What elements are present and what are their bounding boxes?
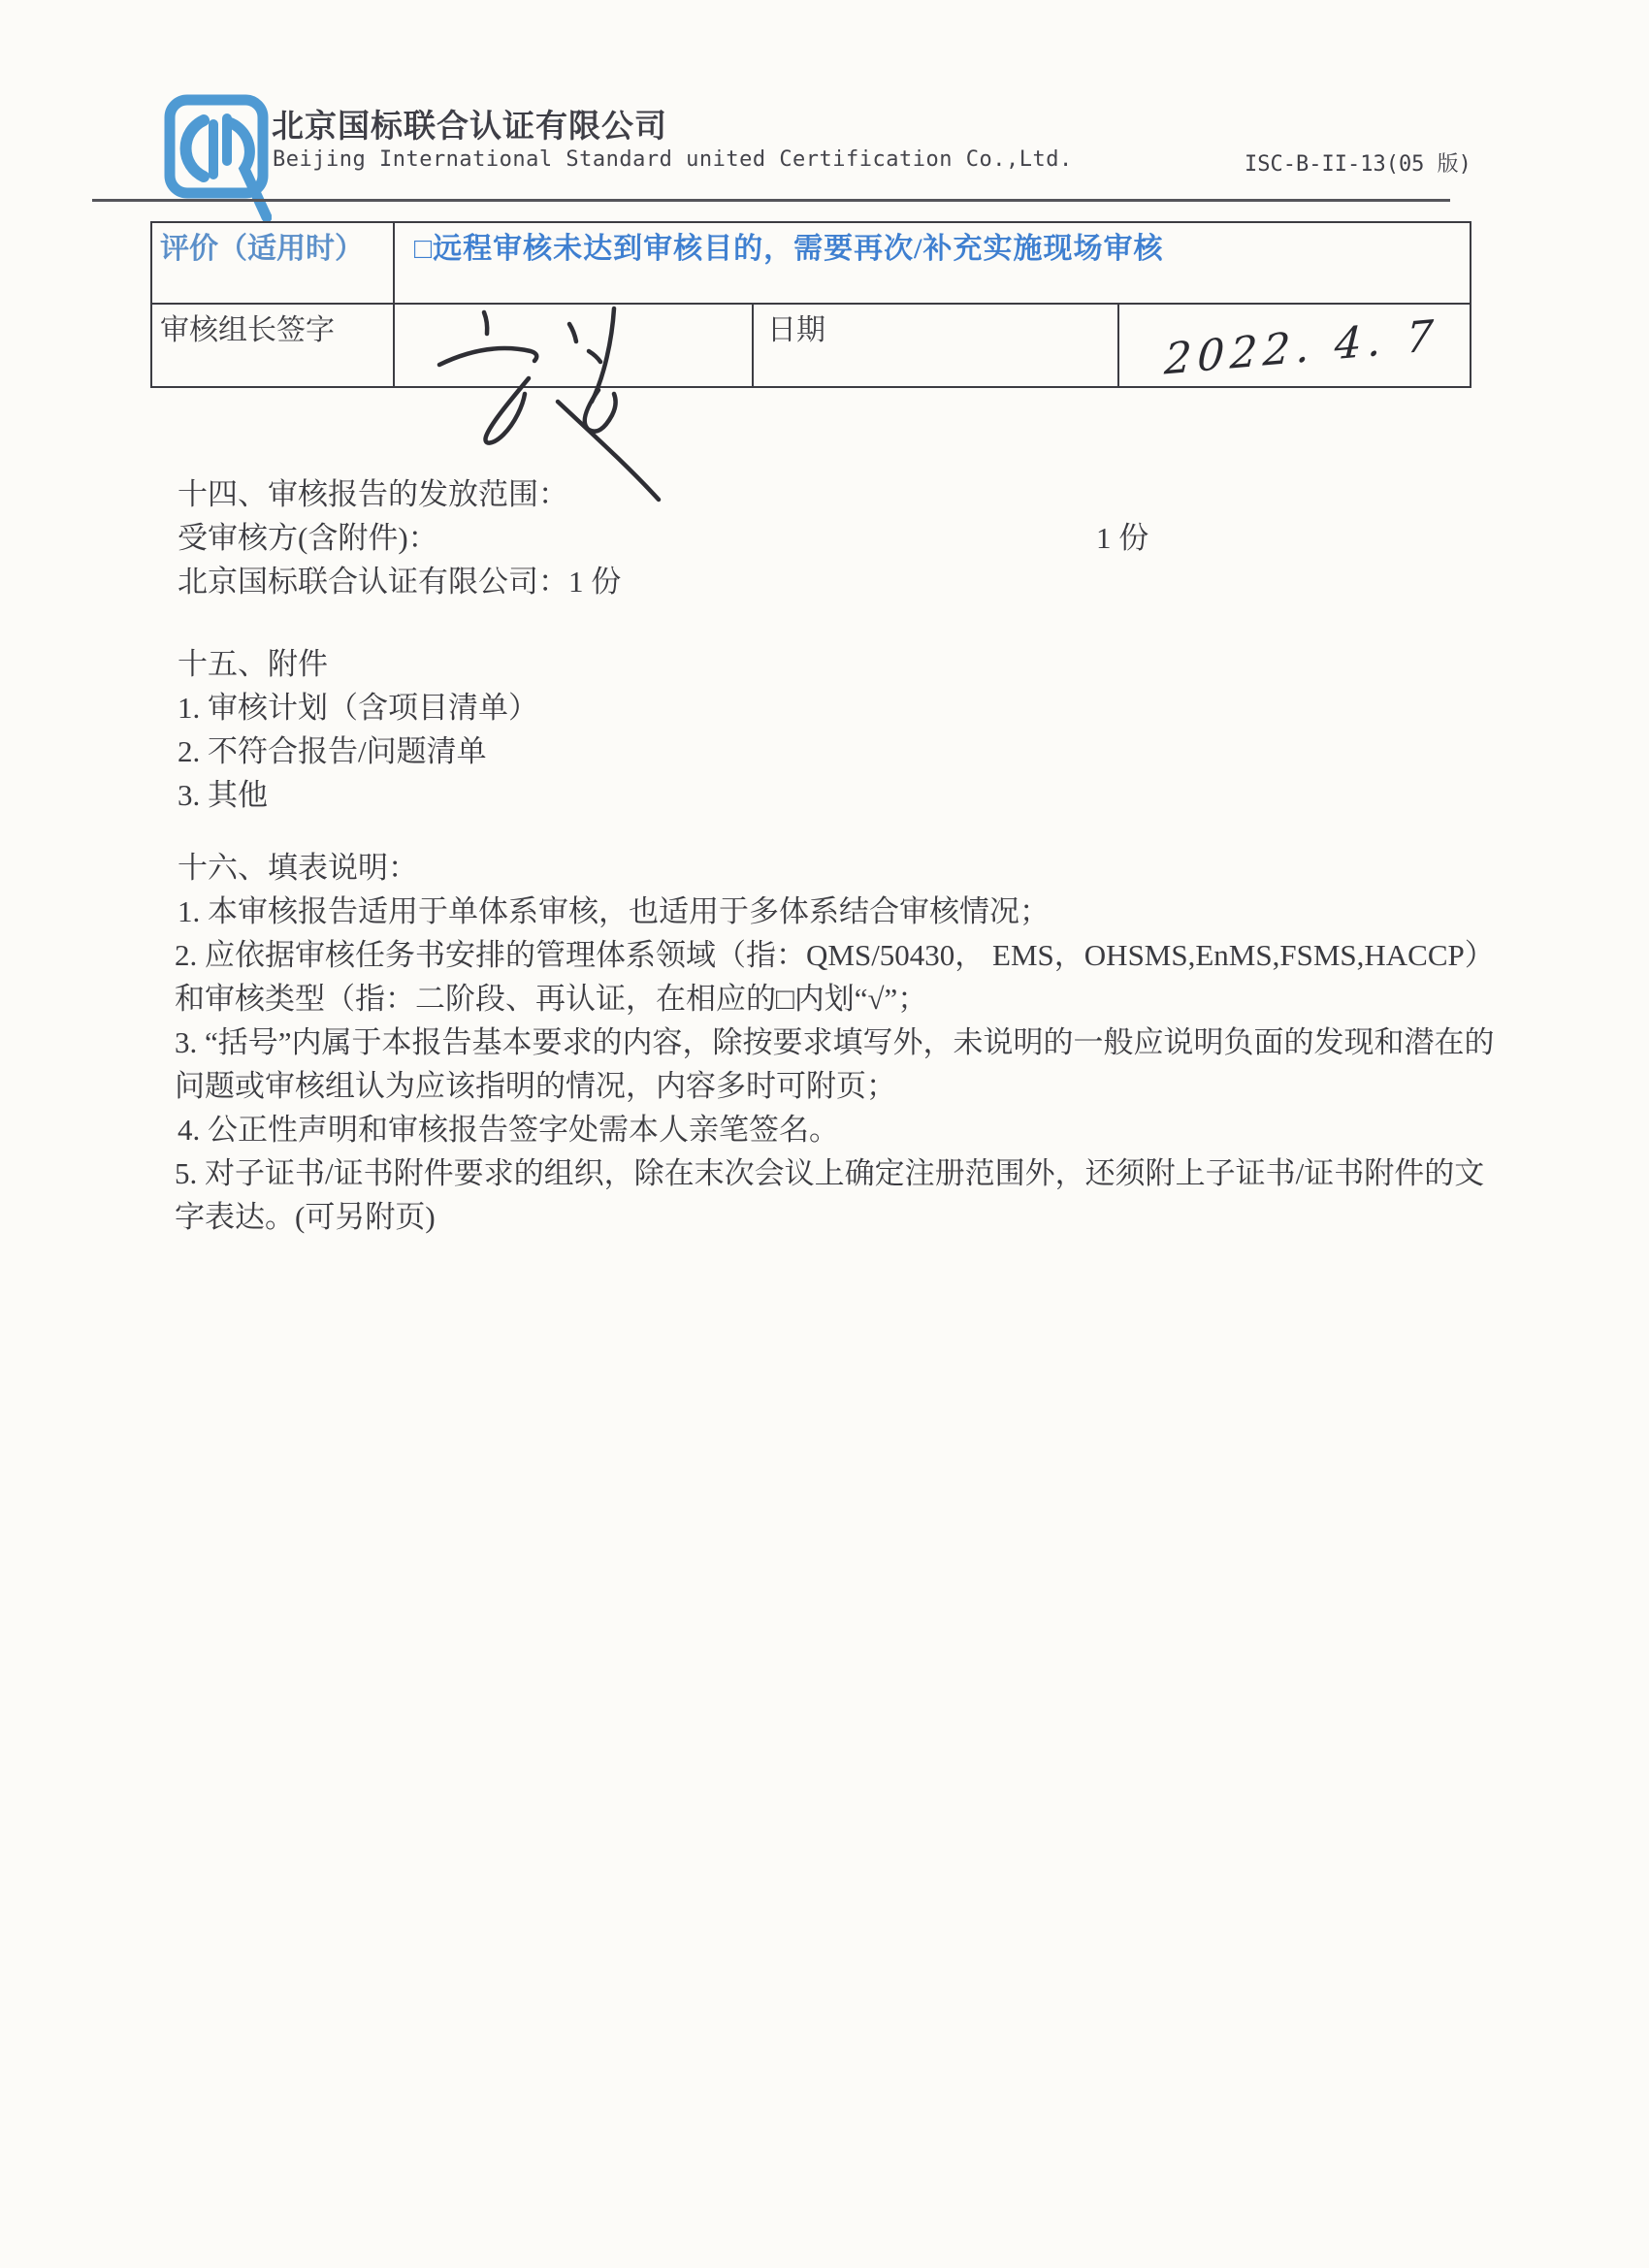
section14-heading: 十四、审核报告的发放范围： xyxy=(178,477,568,511)
company-name-en: Beijing International Standard united Certification Co.,Ltd. xyxy=(273,147,1073,172)
evaluation-table xyxy=(150,221,1471,388)
section15-heading: 十五、附件 xyxy=(178,647,328,681)
instruction-item-5: 5. 对子证书/证书附件要求的组织，除在末次会议上确定注册范围外，还须附上子证书/证书附件的文字表达。(可另附页) xyxy=(175,1156,1485,1234)
signature-cell xyxy=(394,304,753,387)
company-logo-icon xyxy=(163,93,272,223)
attachment-item-3: 3. 其他 xyxy=(178,778,268,812)
document-code: ISC-B-II-13(05 版) xyxy=(1245,152,1471,177)
table-row-evaluation xyxy=(151,222,1471,304)
evaluation-checkbox-option: □远程审核未达到审核目的，需要再次/补充实施现场审核 xyxy=(394,222,1471,304)
team-leader-signature-label: 审核组长签字 xyxy=(151,304,394,387)
evaluation-label: 评价（适用时） xyxy=(151,222,394,304)
auditee-copies-label: 受审核方(含附件)： xyxy=(178,521,438,555)
handwritten-signature xyxy=(434,301,676,495)
section14-line-certifier: 北京国标联合认证有限公司：1 份 xyxy=(178,565,622,599)
header-divider xyxy=(92,199,1450,202)
attachment-item-1: 1. 审核计划（含项目清单） xyxy=(178,691,538,725)
handwritten-date: 2022. 4. 7 xyxy=(1163,310,1440,385)
section14-line-auditee xyxy=(178,516,1468,560)
instruction-item-1: 1. 本审核报告适用于单体系审核，也适用于多体系结合审核情况； xyxy=(178,894,1050,928)
instruction-item-3: 3. “括号”内属于本报告基本要求的内容，除按要求填写外，未说明的一般应说明负面的发现和潜在的问题或审核组认为应该指明的情况，内容多时可附页； xyxy=(175,1025,1495,1103)
attachment-item-2: 2. 不符合报告/问题清单 xyxy=(178,734,487,768)
instruction-item-4: 4. 公正性声明和审核报告签字处需本人亲笔签名。 xyxy=(178,1113,839,1147)
company-name-cn: 北京国标联合认证有限公司 xyxy=(272,110,667,145)
auditee-copies-value: 1 份 xyxy=(1096,521,1149,555)
date-value-cell xyxy=(1118,304,1471,387)
instruction-item-2: 2. 应依据审核任务书安排的管理体系领域（指：QMS/50430， EMS，OHSMS,EnMS,FSMS,HACCP）和审核类型（指：二阶段、再认证，在相应的□内划“√”； xyxy=(175,938,1495,1016)
date-label: 日期 xyxy=(753,304,1118,387)
section16-heading: 十六、填表说明： xyxy=(178,851,418,885)
table-row-signature xyxy=(151,304,1471,387)
